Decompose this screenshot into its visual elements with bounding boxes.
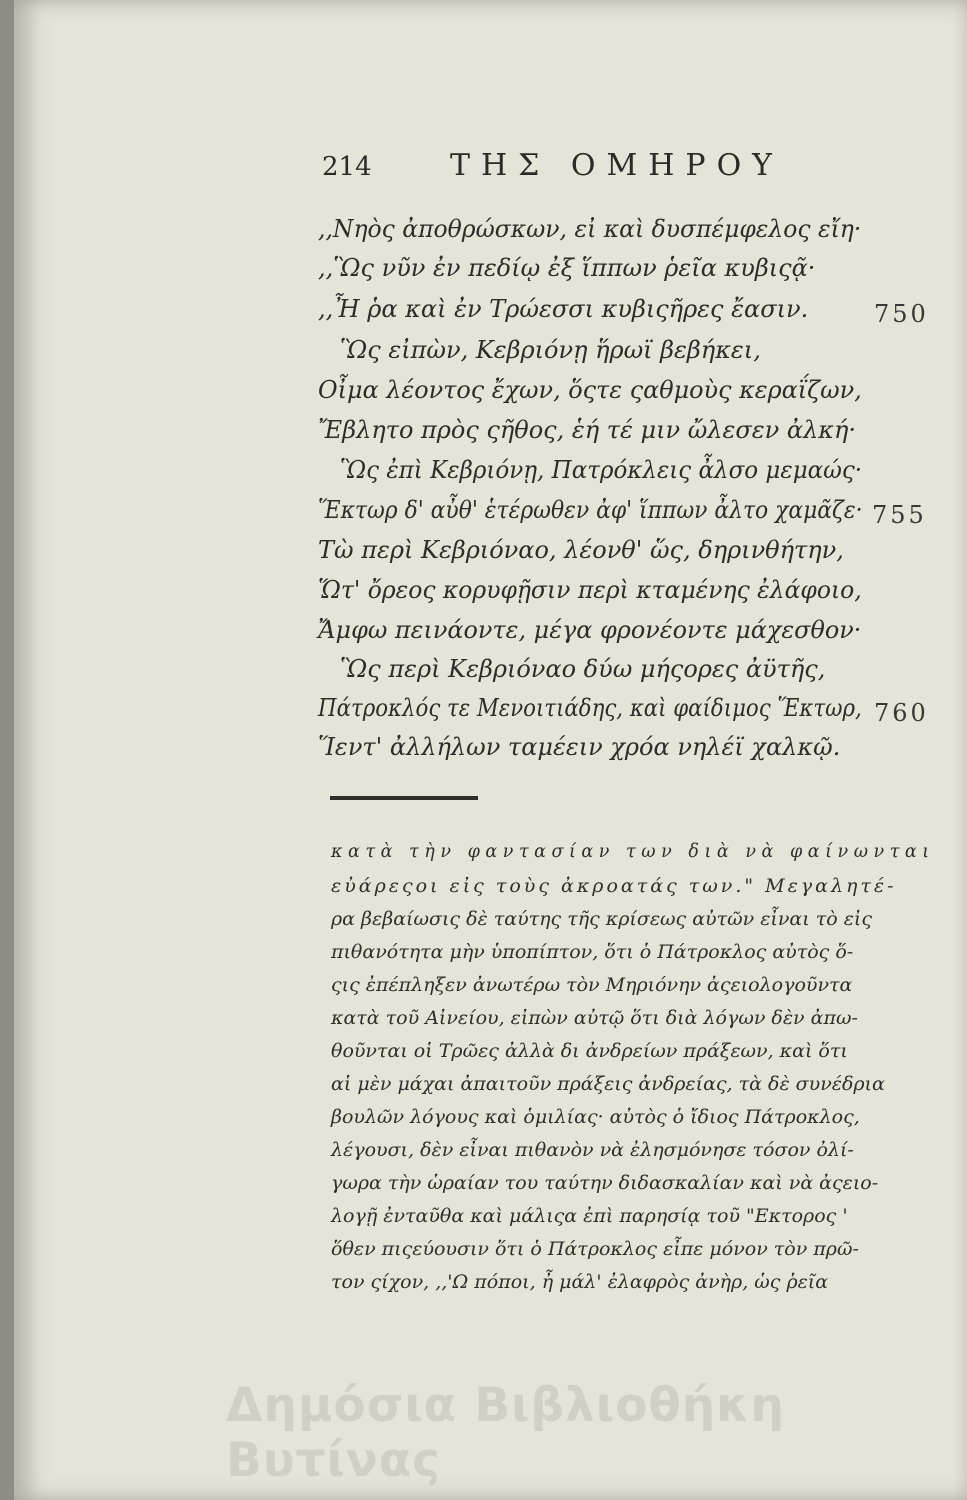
verse-line: Οἶμα λέοντος ἔχων, ὅςτε ςαθμοὺς κεραΐζων, bbox=[318, 376, 862, 404]
note-line: κατὰ τὴν φαντασίαν των διὰ νὰ φαίνωνται bbox=[331, 840, 935, 862]
note-line: λέγουσι, δὲν εἶναι πιθανὸν νὰ ἐλησμόνησε τόσον ὀλί- bbox=[331, 1139, 854, 1161]
line-number: 760 bbox=[874, 699, 929, 727]
verse-line: Ἵεντ' ἀλλήλων ταμέειν χρόα νηλέϊ χαλκῷ. bbox=[318, 733, 841, 761]
verse-line: ,,Ὣς νῦν ἐν πεδίῳ ἐξ ἵππων ῥεῖα κυβιςᾷ· bbox=[318, 254, 816, 282]
note-line: βουλῶν λόγους καὶ ὁμιλίας· αὐτὸς ὁ ἴδιος Πάτροκλος, bbox=[331, 1106, 860, 1128]
verse-line: Ὣς περὶ Κεβριόναο δύω μήςορες ἀϋτῆς, bbox=[340, 655, 826, 683]
note-line: ρα βεβαίωσις δὲ ταύτης τῆς κρίσεως αὐτῶν εἶναι τὸ εἰς bbox=[331, 908, 872, 930]
verse-line: Ὥτ' ὄρεος κορυφῇσιν περὶ κταμένης ἐλάφοιο, bbox=[318, 576, 862, 604]
verse-line: Τὼ περὶ Κεβριόναο, λέονθ' ὥς, δηρινθήτην, bbox=[318, 536, 844, 564]
line-number: 750 bbox=[874, 300, 929, 328]
note-line: αἱ μὲν μάχαι ἀπαιτοῦν πράξεις ἀνδρείας, τὰ δὲ συνέδρια bbox=[331, 1073, 885, 1095]
note-line: ςις ἐπέπληξεν ἀνωτέρω τὸν Μηριόνην ἀςειολογοῦντα bbox=[331, 974, 853, 996]
page-edge bbox=[0, 0, 14, 1500]
note-line: εὐάρεςοι εἰς τοὺς ἀκροατάς των." Μεγαλητέ- bbox=[331, 875, 897, 897]
library-watermark: Δημόσια Βιβλιοθήκη Βυτίνας bbox=[226, 1378, 786, 1488]
verse-line: Ἕκτωρ δ' αὖθ' ἑτέρωθεν ἀφ' ἵππων ἆλτο χαμᾶζε· bbox=[318, 496, 863, 524]
verse-line: Πάτροκλός τε Μενοιτιάδης, καὶ φαίδιμος Ἕκτωρ, bbox=[318, 694, 862, 722]
note-line: γωρα τὴν ὡραίαν του ταύτην διδασκαλίαν καὶ νὰ ἀςειο- bbox=[331, 1172, 879, 1194]
note-line: κατὰ τοῦ Αἰνείου, εἰπὼν αὐτῷ ὅτι διὰ λόγων δὲν ἀπω- bbox=[331, 1007, 858, 1029]
page-number: 214 bbox=[322, 152, 372, 182]
verse-line: Ὣς ἐπὶ Κεβριόνῃ, Πατρόκλεις ἆλσο μεμαώς· bbox=[340, 456, 863, 484]
verse-line: Ἔβλητο πρὸς ςῆθος, ἑή τέ μιν ὤλεσεν ἀλκή· bbox=[318, 416, 857, 444]
verse-line: Ἄμφω πεινάοντε, μέγα φρονέοντε μάχεσθον· bbox=[318, 616, 862, 644]
page-header-title: ΤΗΣ ΟΜΗΡΟΥ bbox=[450, 148, 783, 183]
line-number: 755 bbox=[872, 501, 927, 529]
verse-line: ,,Ἦ ῥα καὶ ἐν Τρώεσσι κυβιςῆρες ἔασιν. bbox=[318, 295, 809, 323]
note-line: λογῇ ἐνταῦθα καὶ μάλιςα ἐπὶ παρησίᾳ τοῦ "Εκτορος ' bbox=[331, 1205, 848, 1227]
note-line: θοῦνται οἱ Τρῶες ἀλλὰ δι ἀνδρείων πράξεων, καὶ ὅτι bbox=[331, 1040, 848, 1062]
verse-line: Ὣς εἰπὼν, Κεβριόνῃ ἥρωϊ βεβήκει, bbox=[340, 336, 761, 364]
footnote-rule bbox=[330, 796, 478, 800]
verse-line: ,,Νηὸς ἀποθρώσκων, εἰ καὶ δυσπέμφελος εἴη· bbox=[318, 215, 862, 243]
note-line: ὅθεν πιςεύουσιν ὅτι ὁ Πάτροκλος εἶπε μόνον τὸν πρῶ- bbox=[331, 1238, 859, 1260]
note-line: πιθανότητα μὴν ὑποπίπτον, ὅτι ὁ Πάτροκλος αὐτὸς ὅ- bbox=[331, 941, 854, 963]
note-line: τον ςίχον, ,,'Ω πόποι, ἦ μάλ' ἐλαφρὸς ἀνὴρ, ὡς ῥεῖα bbox=[331, 1271, 829, 1293]
running-head bbox=[322, 148, 822, 188]
